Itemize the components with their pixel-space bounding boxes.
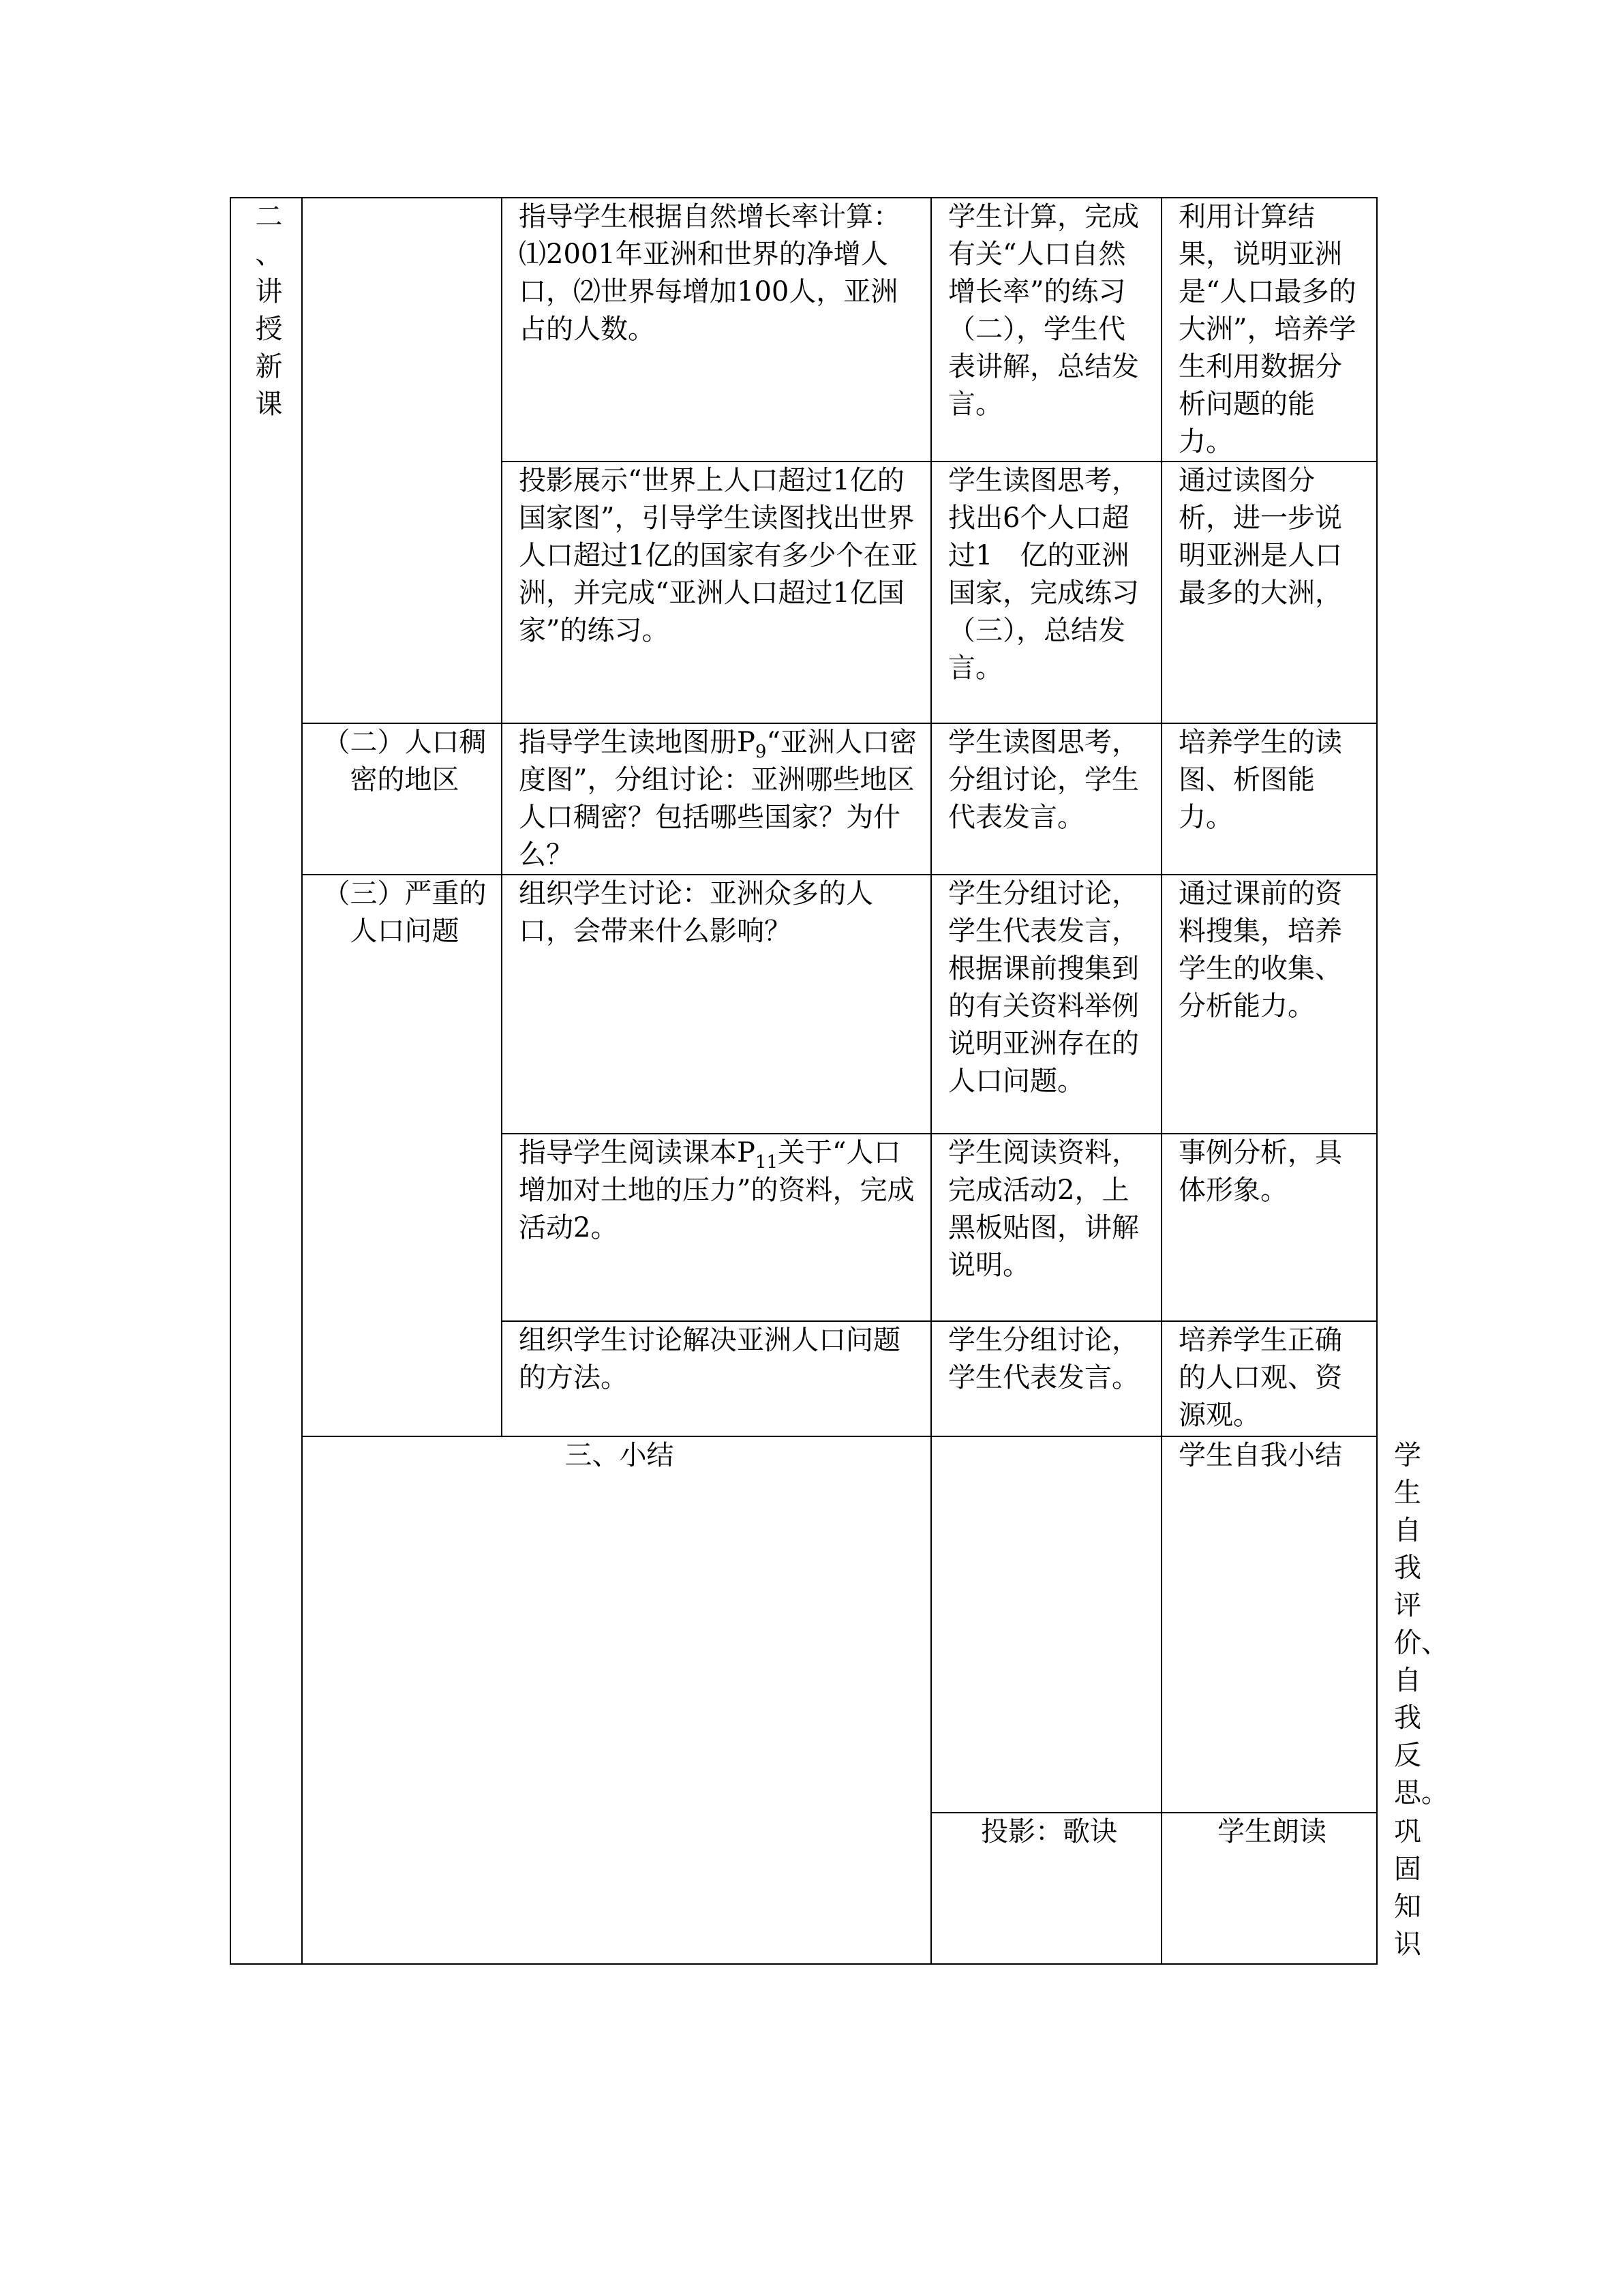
stage-char: 授 bbox=[255, 314, 283, 345]
teacher-activity-cell bbox=[931, 1436, 1162, 1813]
teacher-activity-cell: 组织学生讨论：亚洲众多的人口，会带来什么影响？ bbox=[502, 875, 931, 1134]
teacher-activity-cell: 指导学生阅读课本$P_{11}$关于“人口增加对土地的压力”的资料，完成活动2。 bbox=[502, 1134, 931, 1321]
stage-char: 课 bbox=[255, 389, 283, 420]
teacher-activity-cell: 投影展示“世界上人口超过1亿的国家图”，引导学生读图找出世界人口超过1亿的国家有多少个在亚洲，并完成“亚洲人口超过1亿国家”的练习。 bbox=[502, 462, 931, 723]
teacher-activity-cell: 投影：歌诀 bbox=[931, 1813, 1162, 1964]
student-activity-cell: 学生朗读 bbox=[1162, 1813, 1377, 1964]
table-row bbox=[230, 723, 1377, 875]
student-activity-cell: 学生计算，完成有关“人口自然增长率”的练习（二），学生代表讲解，总结发言。 bbox=[931, 198, 1162, 462]
student-activity-cell: 学生读图思考，分组讨论，学生代表发言。 bbox=[931, 723, 1162, 875]
topic-cell: （三）严重的人口问题 bbox=[302, 875, 502, 1436]
stage-char: 讲 bbox=[255, 276, 283, 307]
student-activity-cell: 学生阅读资料，完成活动2，上黑板贴图，讲解说明。 bbox=[931, 1134, 1162, 1321]
teacher-activity-cell: 组织学生讨论解决亚洲人口问题的方法。 bbox=[502, 1321, 931, 1436]
design-intent-cell: 利用计算结果，说明亚洲是“人口最多的大洲”，培养学生利用数据分析问题的能力。 bbox=[1162, 198, 1377, 462]
stage-char: 新 bbox=[255, 351, 283, 382]
design-intent-cell: 培养学生正确的人口观、资源观。 bbox=[1162, 1321, 1377, 1436]
summary-label-cell: 三、小结 bbox=[302, 1436, 931, 1964]
teacher-activity-cell: 指导学生根据自然增长率计算：⑴2001年亚洲和世界的净增人口，⑵世界每增加100人，亚洲占的人数。 bbox=[502, 198, 931, 462]
topic-cell: （二）人口稠密的地区 bbox=[302, 723, 502, 875]
student-activity-cell: 学生读图思考，找出6个人口超过1 亿的亚洲国家，完成练习（三），总结发言。 bbox=[931, 462, 1162, 723]
design-intent-cell: 通过课前的资料搜集，培养学生的收集、分析能力。 bbox=[1162, 875, 1377, 1134]
table-row: 三、小结 学生自我小结 学生自我评价、自我反思。 bbox=[230, 1436, 1377, 1813]
table-row: 投影：歌诀 学生朗读 巩固知识 bbox=[230, 1813, 1377, 1964]
student-activity-cell: 学生自我小结 bbox=[1162, 1436, 1377, 1813]
stage-char: 二 bbox=[255, 201, 283, 232]
teacher-activity-cell: 指导学生读地图册$P_9“$亚洲人口密度图”，分组讨论：亚洲哪些地区人口稠密？包括哪些国家？为什么？ bbox=[502, 723, 931, 875]
lesson-plan-table bbox=[230, 197, 1448, 1965]
table-row bbox=[230, 875, 1377, 1134]
table-row bbox=[230, 198, 1377, 462]
stage-char: 、 bbox=[255, 239, 283, 270]
student-activity-cell: 学生分组讨论，学生代表发言，根据课前搜集到的有关资料举例说明亚洲存在的人口问题。 bbox=[931, 875, 1162, 1134]
design-intent-cell: 事例分析，具体形象。 bbox=[1162, 1134, 1377, 1321]
design-intent-cell: 培养学生的读图、析图能力。 bbox=[1162, 723, 1377, 875]
stage-cell bbox=[230, 198, 302, 1964]
design-intent-cell: 通过读图分析，进一步说明亚洲是人口最多的大洲， bbox=[1162, 462, 1377, 723]
student-activity-cell: 学生分组讨论，学生代表发言。 bbox=[931, 1321, 1162, 1436]
topic-cell-empty bbox=[302, 198, 502, 723]
